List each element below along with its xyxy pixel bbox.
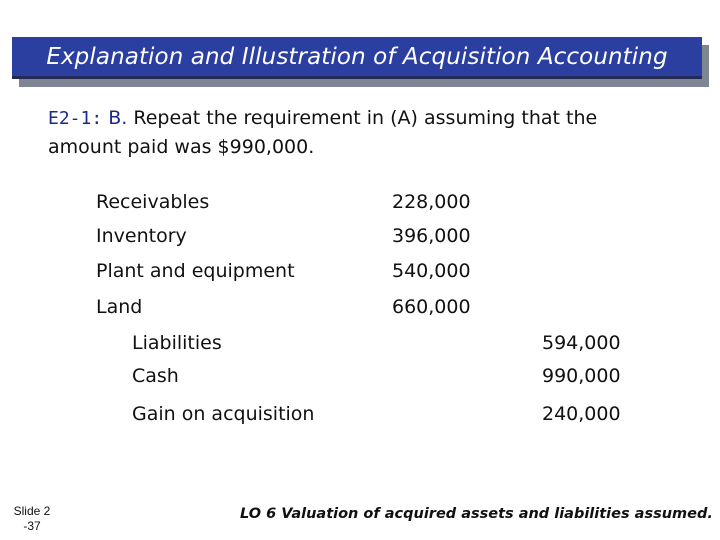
- problem-text-line1: Repeat the requirement in (A) assuming that the: [133, 107, 598, 129]
- slide-number-line2: -37: [23, 519, 41, 533]
- exercise-code: E2-1:: [48, 108, 103, 129]
- entry-debit-inventory: 396,000: [392, 225, 471, 247]
- entry-account-liabilities: Liabilities: [132, 332, 222, 354]
- entry-debit-land: 660,000: [392, 296, 471, 318]
- entry-account-gain: Gain on acquisition: [132, 403, 315, 425]
- entry-account-cash: Cash: [132, 365, 179, 387]
- entry-account-plant: Plant and equipment: [96, 260, 295, 282]
- exercise-part: B.: [108, 107, 128, 129]
- entry-credit-gain: 240,000: [542, 403, 621, 425]
- learning-objective-note: LO 6 Valuation of acquired assets and liabilities assumed.: [240, 506, 713, 522]
- slide-number: [6, 504, 58, 534]
- problem-statement: [48, 104, 688, 161]
- slide-title: Explanation and Illustration of Acquisition Accounting: [46, 44, 668, 70]
- entry-credit-cash: 990,000: [542, 365, 621, 387]
- problem-text-line2: amount paid was $990,000.: [48, 136, 315, 158]
- entry-account-inventory: Inventory: [96, 225, 187, 247]
- entry-debit-plant: 540,000: [392, 260, 471, 282]
- slide-number-line1: Slide 2: [13, 504, 51, 518]
- entry-debit-receivables: 228,000: [392, 191, 471, 213]
- entry-account-receivables: Receivables: [96, 191, 210, 213]
- entry-account-land: Land: [96, 296, 143, 318]
- entry-credit-liabilities: 594,000: [542, 332, 621, 354]
- title-banner: [12, 37, 702, 79]
